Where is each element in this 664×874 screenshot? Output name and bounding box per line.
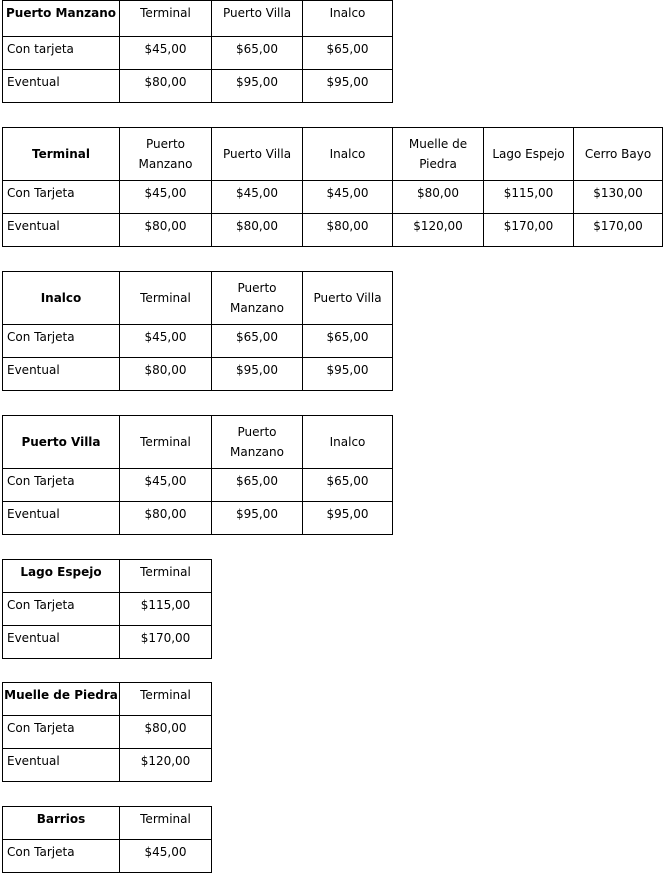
fare-cell: $170,00 (574, 214, 663, 247)
row-label: Eventual (3, 749, 120, 782)
fare-cell: $45,00 (212, 181, 303, 214)
column-header: Cerro Bayo (574, 128, 663, 181)
table-origin-header: Puerto Manzano (3, 1, 120, 37)
fare-cell: $95,00 (303, 358, 393, 391)
fare-table-puerto-manzano (2, 0, 393, 103)
fare-cell: $95,00 (212, 502, 303, 535)
fare-table-terminal (2, 127, 663, 247)
fare-cell: $120,00 (393, 214, 484, 247)
fare-cell: $80,00 (120, 358, 212, 391)
column-header: Inalco (303, 128, 393, 181)
fare-table-puerto-villa (2, 415, 393, 535)
row-label: Con Tarjeta (3, 469, 120, 502)
table-origin-header: Puerto Villa (3, 416, 120, 469)
column-header: Puerto Manzano (120, 128, 212, 181)
table-origin-header: Muelle de Piedra (3, 683, 120, 716)
fare-cell: $115,00 (484, 181, 574, 214)
fare-cell: $65,00 (212, 37, 303, 70)
fare-cell: $65,00 (212, 325, 303, 358)
fare-cell: $95,00 (212, 70, 303, 103)
row-label: Con Tarjeta (3, 181, 120, 214)
fare-table-barrios (2, 806, 212, 873)
fare-table-lago-espejo (2, 559, 212, 659)
fare-cell: $45,00 (120, 840, 212, 873)
table-origin-header: Terminal (3, 128, 120, 181)
column-header: Terminal (120, 1, 212, 37)
fare-cell: $80,00 (120, 214, 212, 247)
row-label: Con tarjeta (3, 37, 120, 70)
fare-cell: $170,00 (484, 214, 574, 247)
fare-cell: $130,00 (574, 181, 663, 214)
fare-table-muelle-de-piedra (2, 682, 212, 782)
fare-cell: $45,00 (303, 181, 393, 214)
fare-cell: $80,00 (393, 181, 484, 214)
fare-cell: $65,00 (303, 37, 393, 70)
fare-cell: $80,00 (212, 214, 303, 247)
fare-cell: $45,00 (120, 325, 212, 358)
row-label: Con Tarjeta (3, 325, 120, 358)
fare-cell: $80,00 (120, 716, 212, 749)
column-header: Puerto Manzano (212, 416, 303, 469)
column-header: Puerto Villa (303, 272, 393, 325)
table-origin-header: Barrios (3, 807, 120, 840)
fare-cell: $65,00 (303, 469, 393, 502)
fare-cell: $170,00 (120, 626, 212, 659)
column-header: Inalco (303, 416, 393, 469)
fare-cell: $45,00 (120, 469, 212, 502)
fare-table-inalco (2, 271, 393, 391)
row-label: Con Tarjeta (3, 593, 120, 626)
column-header: Terminal (120, 807, 212, 840)
fare-cell: $45,00 (120, 37, 212, 70)
column-header: Lago Espejo (484, 128, 574, 181)
column-header: Puerto Villa (212, 1, 303, 37)
row-label: Eventual (3, 214, 120, 247)
table-origin-header: Lago Espejo (3, 560, 120, 593)
fare-cell: $120,00 (120, 749, 212, 782)
fare-cell: $80,00 (120, 502, 212, 535)
fare-cell: $65,00 (303, 325, 393, 358)
row-label: Eventual (3, 70, 120, 103)
column-header: Terminal (120, 416, 212, 469)
fare-cell: $95,00 (303, 502, 393, 535)
fare-cell: $80,00 (303, 214, 393, 247)
column-header: Terminal (120, 683, 212, 716)
column-header: Puerto Villa (212, 128, 303, 181)
fare-cell: $45,00 (120, 181, 212, 214)
fare-cell: $95,00 (212, 358, 303, 391)
column-header: Muelle de Piedra (393, 128, 484, 181)
column-header: Terminal (120, 560, 212, 593)
fare-cell: $95,00 (303, 70, 393, 103)
column-header: Inalco (303, 1, 393, 37)
row-label: Con Tarjeta (3, 716, 120, 749)
row-label: Eventual (3, 502, 120, 535)
fare-cell: $65,00 (212, 469, 303, 502)
row-label: Eventual (3, 626, 120, 659)
fare-cell: $80,00 (120, 70, 212, 103)
fare-cell: $115,00 (120, 593, 212, 626)
row-label: Con Tarjeta (3, 840, 120, 873)
column-header: Terminal (120, 272, 212, 325)
row-label: Eventual (3, 358, 120, 391)
table-origin-header: Inalco (3, 272, 120, 325)
column-header: Puerto Manzano (212, 272, 303, 325)
